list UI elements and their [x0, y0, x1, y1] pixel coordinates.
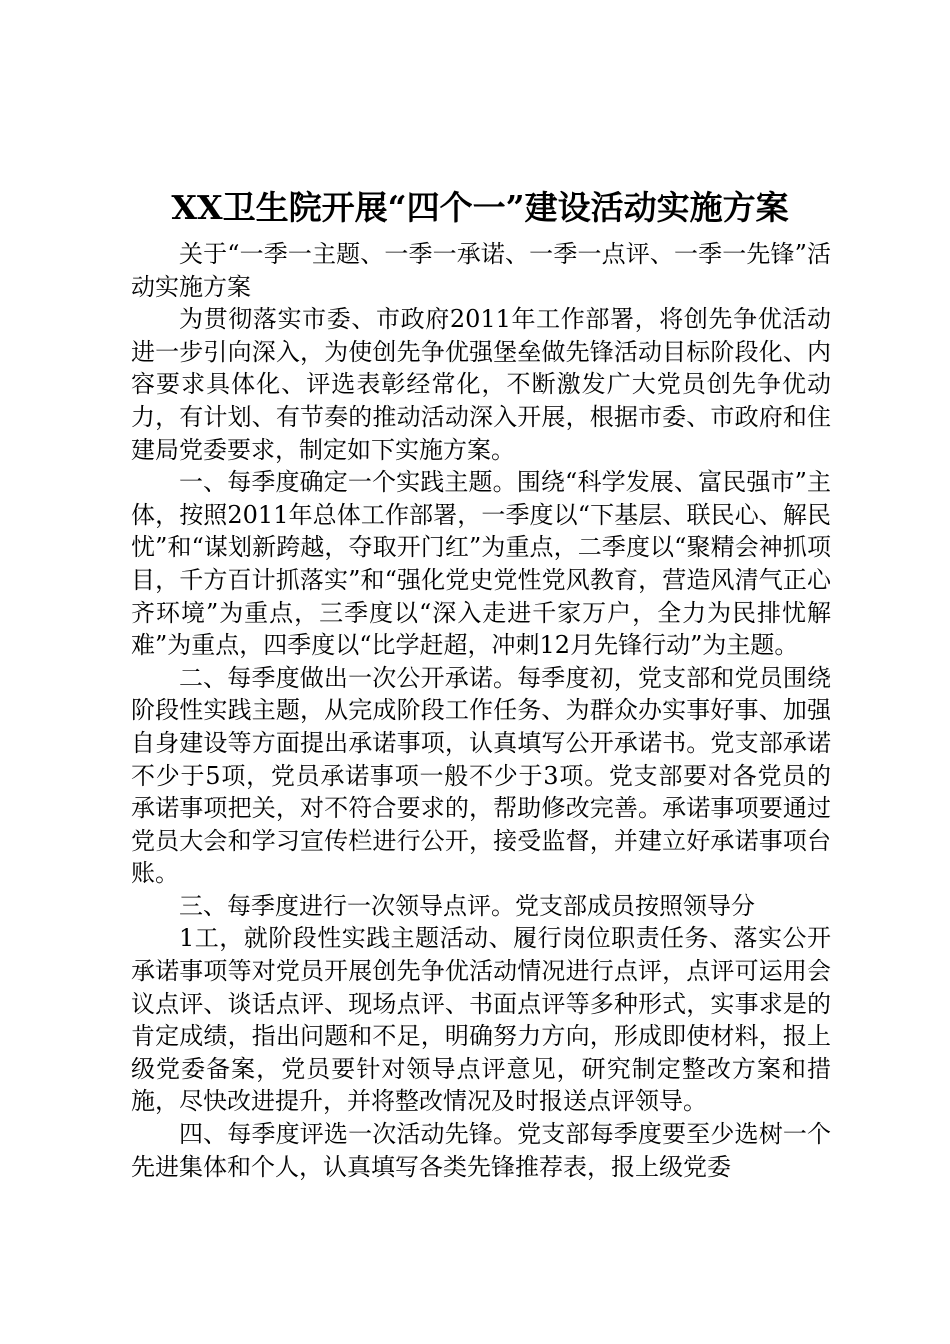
document-body	[131, 238, 831, 1183]
paragraph-subtitle: 关于“一季一主题、一季一承诺、一季一点评、一季一先锋”活动实施方案	[131, 240, 831, 301]
paragraph-section-2: 二、每季度做出一次公开承诺。每季度初，党支部和党员围绕阶段性实践主题，从完成阶段工作任务、为群众办实事好事、加强自身建设等方面提出承诺事项，认真填写公开承诺书。党支部承诺不少于5项，党员承诺事项一般不少于3项。党支部要对各党员的承诺事项把关，对不符合要求的，帮助修改完善。承诺事项要通过党员大会和学习宣传栏进行公开，接受监督，并建立好承诺事项台账。	[131, 663, 831, 888]
paragraph-intro: 为贯彻落实市委、市政府2011年工作部署，将创先争优活动进一步引向深入，为使创先争优强堡垒做先锋活动目标阶段化、内容要求具体化、评选表彰经常化，不断激发广大党员创先争优动力，有计划、有节奏的推动活动深入开展，根据市委、市政府和住建局党委要求，制定如下实施方案。	[131, 305, 831, 464]
paragraph-section-1: 一、每季度确定一个实践主题。围绕“科学发展、富民强市”主体，按照2011年总体工作部署，一季度以“下基层、联民心、解民忧”和“谋划新跨越，夺取开门红”为重点，二季度以“聚精会神抓项目，千方百计抓落实”和“强化党史党性党风教育，营造风清气正心齐环境”为重点，三季度以“深入走进千家万户，全力为民排忧解难”为重点，四季度以“比学赶超，冲刺12月先锋行动”为主题。	[131, 468, 831, 660]
paragraph-section-4: 四、每季度评选一次活动先锋。党支部每季度要至少选树一个先进集体和个人，认真填写各类先锋推荐表，报上级党委	[131, 1120, 831, 1181]
paragraph-section-3: 三、每季度进行一次领导点评。党支部成员按照领导分	[179, 891, 755, 920]
document-title: XX卫生院开展“四个一”建设活动实施方案	[171, 188, 789, 227]
paragraph-section-3-continued: 1工，就阶段性实践主题活动、履行岗位职责任务、落实公开承诺事项等对党员开展创先争优活动情况进行点评，点评可运用会议点评、谈话点评、现场点评、书面点评等多种形式，实事求是的肯定成绩，指出问题和不足，明确努力方向，形成即使材料，报上级党委备案，党员要针对领导点评意见，研究制定整改方案和措施，尽快改进提升，并将整改情况及时报送点评领导。	[131, 924, 831, 1116]
